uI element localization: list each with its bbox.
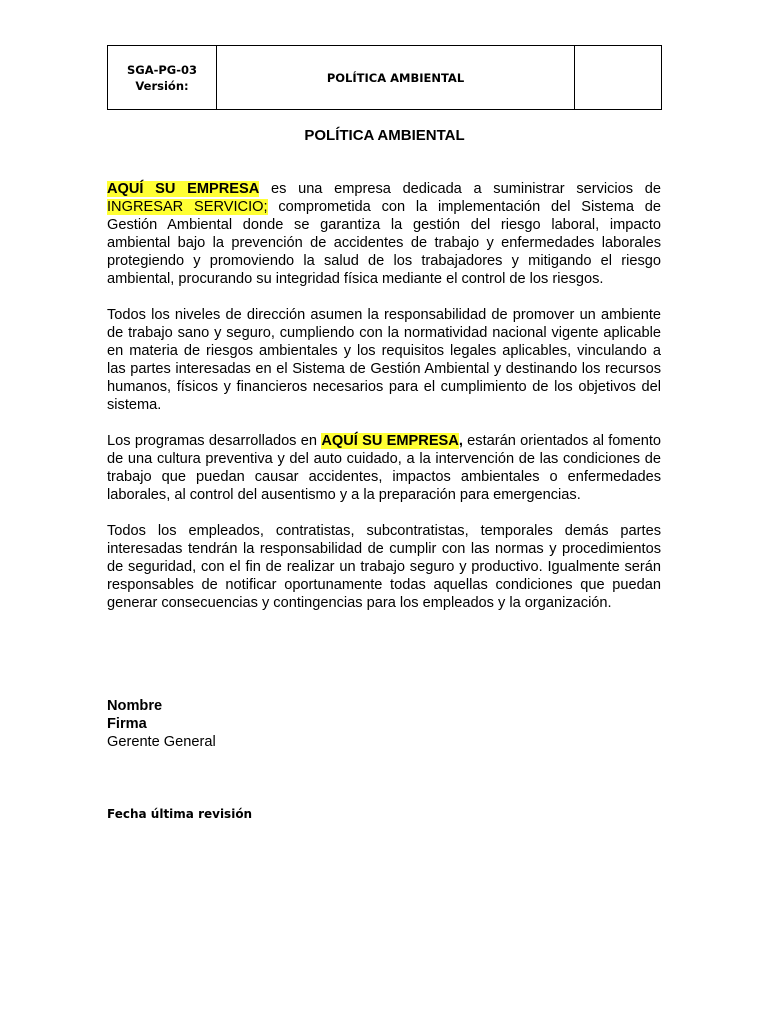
header-title-cell: POLÍTICA AMBIENTAL [217,46,575,110]
header-code-cell [108,46,217,110]
document-header-table [107,45,662,110]
paragraph-4: Todos los empleados, contratistas, subcontratistas, temporales demás partes interesadas tendrán la responsabilidad de cumplir con las normas y procedimientos de seguridad, con el fin de realizar un trabajo seguro y productivo. Igualmente serán responsables de notificar oportunamente todas aquellas condiciones que puedan generar consecuencias y contingencias para los empleados y la organización. [107,523,661,611]
paragraph-1 [107,180,661,288]
last-revision-date-label: Fecha última revisión [107,807,253,821]
signature-block [107,697,216,751]
service-placeholder: INGRESAR SERVICIO; [107,199,268,215]
paragraph-1-text-b: comprometida con la implementación del Sistema de Gestión Ambiental donde se garantiza la gestión del riesgo laboral, impacto ambiental bajo la prevención de accidentes de trabajo y enfermedades laborales protegiendo y promoviendo la salud de los trabajadores y mitigando el riesgo ambiental, procurando su integridad física mediante el control de los riesgos. [107,199,661,287]
header-blank-cell [575,46,662,110]
document-body [107,180,661,630]
paragraph-3-comma: , [458,433,463,449]
document-code: SGA-PG-03 [126,62,198,77]
version-label: Versión: [135,78,189,93]
page-title: POLÍTICA AMBIENTAL [304,127,465,144]
company-placeholder: AQUÍ SU EMPRESA [107,181,260,197]
paragraph-3-text-a: Los programas desarrollados en [107,433,322,449]
signer-name: Nombre [107,698,163,714]
paragraph-3 [107,432,661,504]
paragraph-2: Todos los niveles de dirección asumen la responsabilidad de promover un ambiente de trabajo sano y seguro, cumpliendo con la normatividad nacional vigente aplicable en materia de riesgos ambientales y los requisitos legales aplicables, vinculando a las partes interesadas en el Sistema de Gestión Ambiental y destinando los recursos humanos, físicos y financieros necesarios para el cumplimiento de los objetivos del sistema. [107,307,661,413]
paragraph-3-text-b: estarán orientados al fomento de una cultura preventiva y del auto cuidado, a la intervención de las condiciones de trabajo que puedan causar accidentes, impactos ambientales o enfermedades laborales, al control del ausentismo y a la preparación para emergencias. [107,433,661,503]
company-placeholder: AQUÍ SU EMPRESA [321,433,459,449]
paragraph-1-text-a: es una empresa dedicada a suministrar servicios de [259,181,661,197]
signature-label: Firma [107,716,147,732]
signer-role: Gerente General [107,734,216,750]
